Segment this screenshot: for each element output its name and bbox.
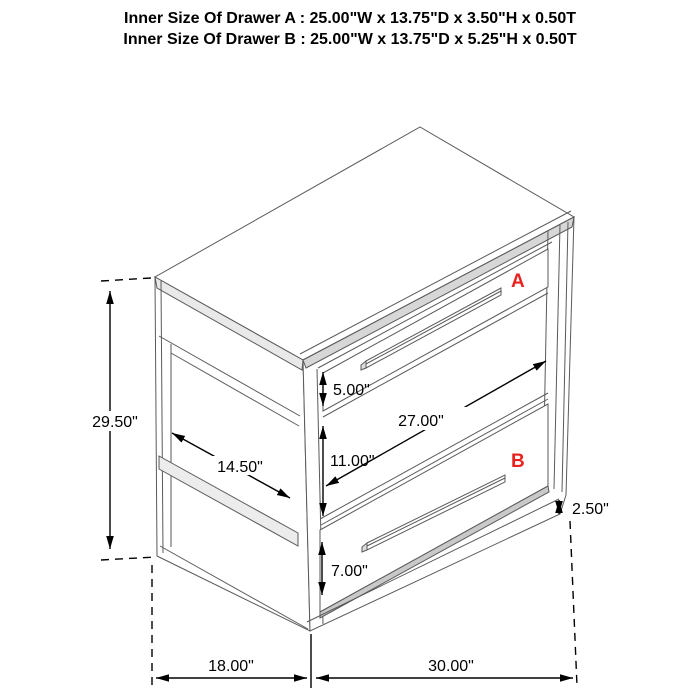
drawer-b-spec: Inner Size Of Drawer B : 25.00"W x 13.75"D x 5.25"H x 0.50T [123,31,577,48]
label-base-height: 2.50" [572,501,609,518]
dimension-base-height [559,500,577,686]
label-opening-height: 11.00" [330,453,375,470]
cabinet-drawing [155,127,574,631]
label-overall-width: 30.00" [428,658,474,675]
label-drawer-a-front: 5.00" [333,382,370,399]
label-overall-height: 29.50" [92,414,138,431]
label-shelf-depth: 14.50" [217,459,263,476]
drawer-a-spec: Inner Size Of Drawer A : 25.00"W x 13.75"D x 3.50"H x 0.50T [124,10,576,27]
label-inner-width: 27.00" [398,413,444,430]
drawer-b-letter: B [511,451,525,472]
header-spec-text [0,8,700,50]
drawer-a-letter: A [511,271,525,292]
label-overall-depth: 18.00" [208,658,254,675]
label-drawer-b-front: 7.00" [331,563,368,580]
